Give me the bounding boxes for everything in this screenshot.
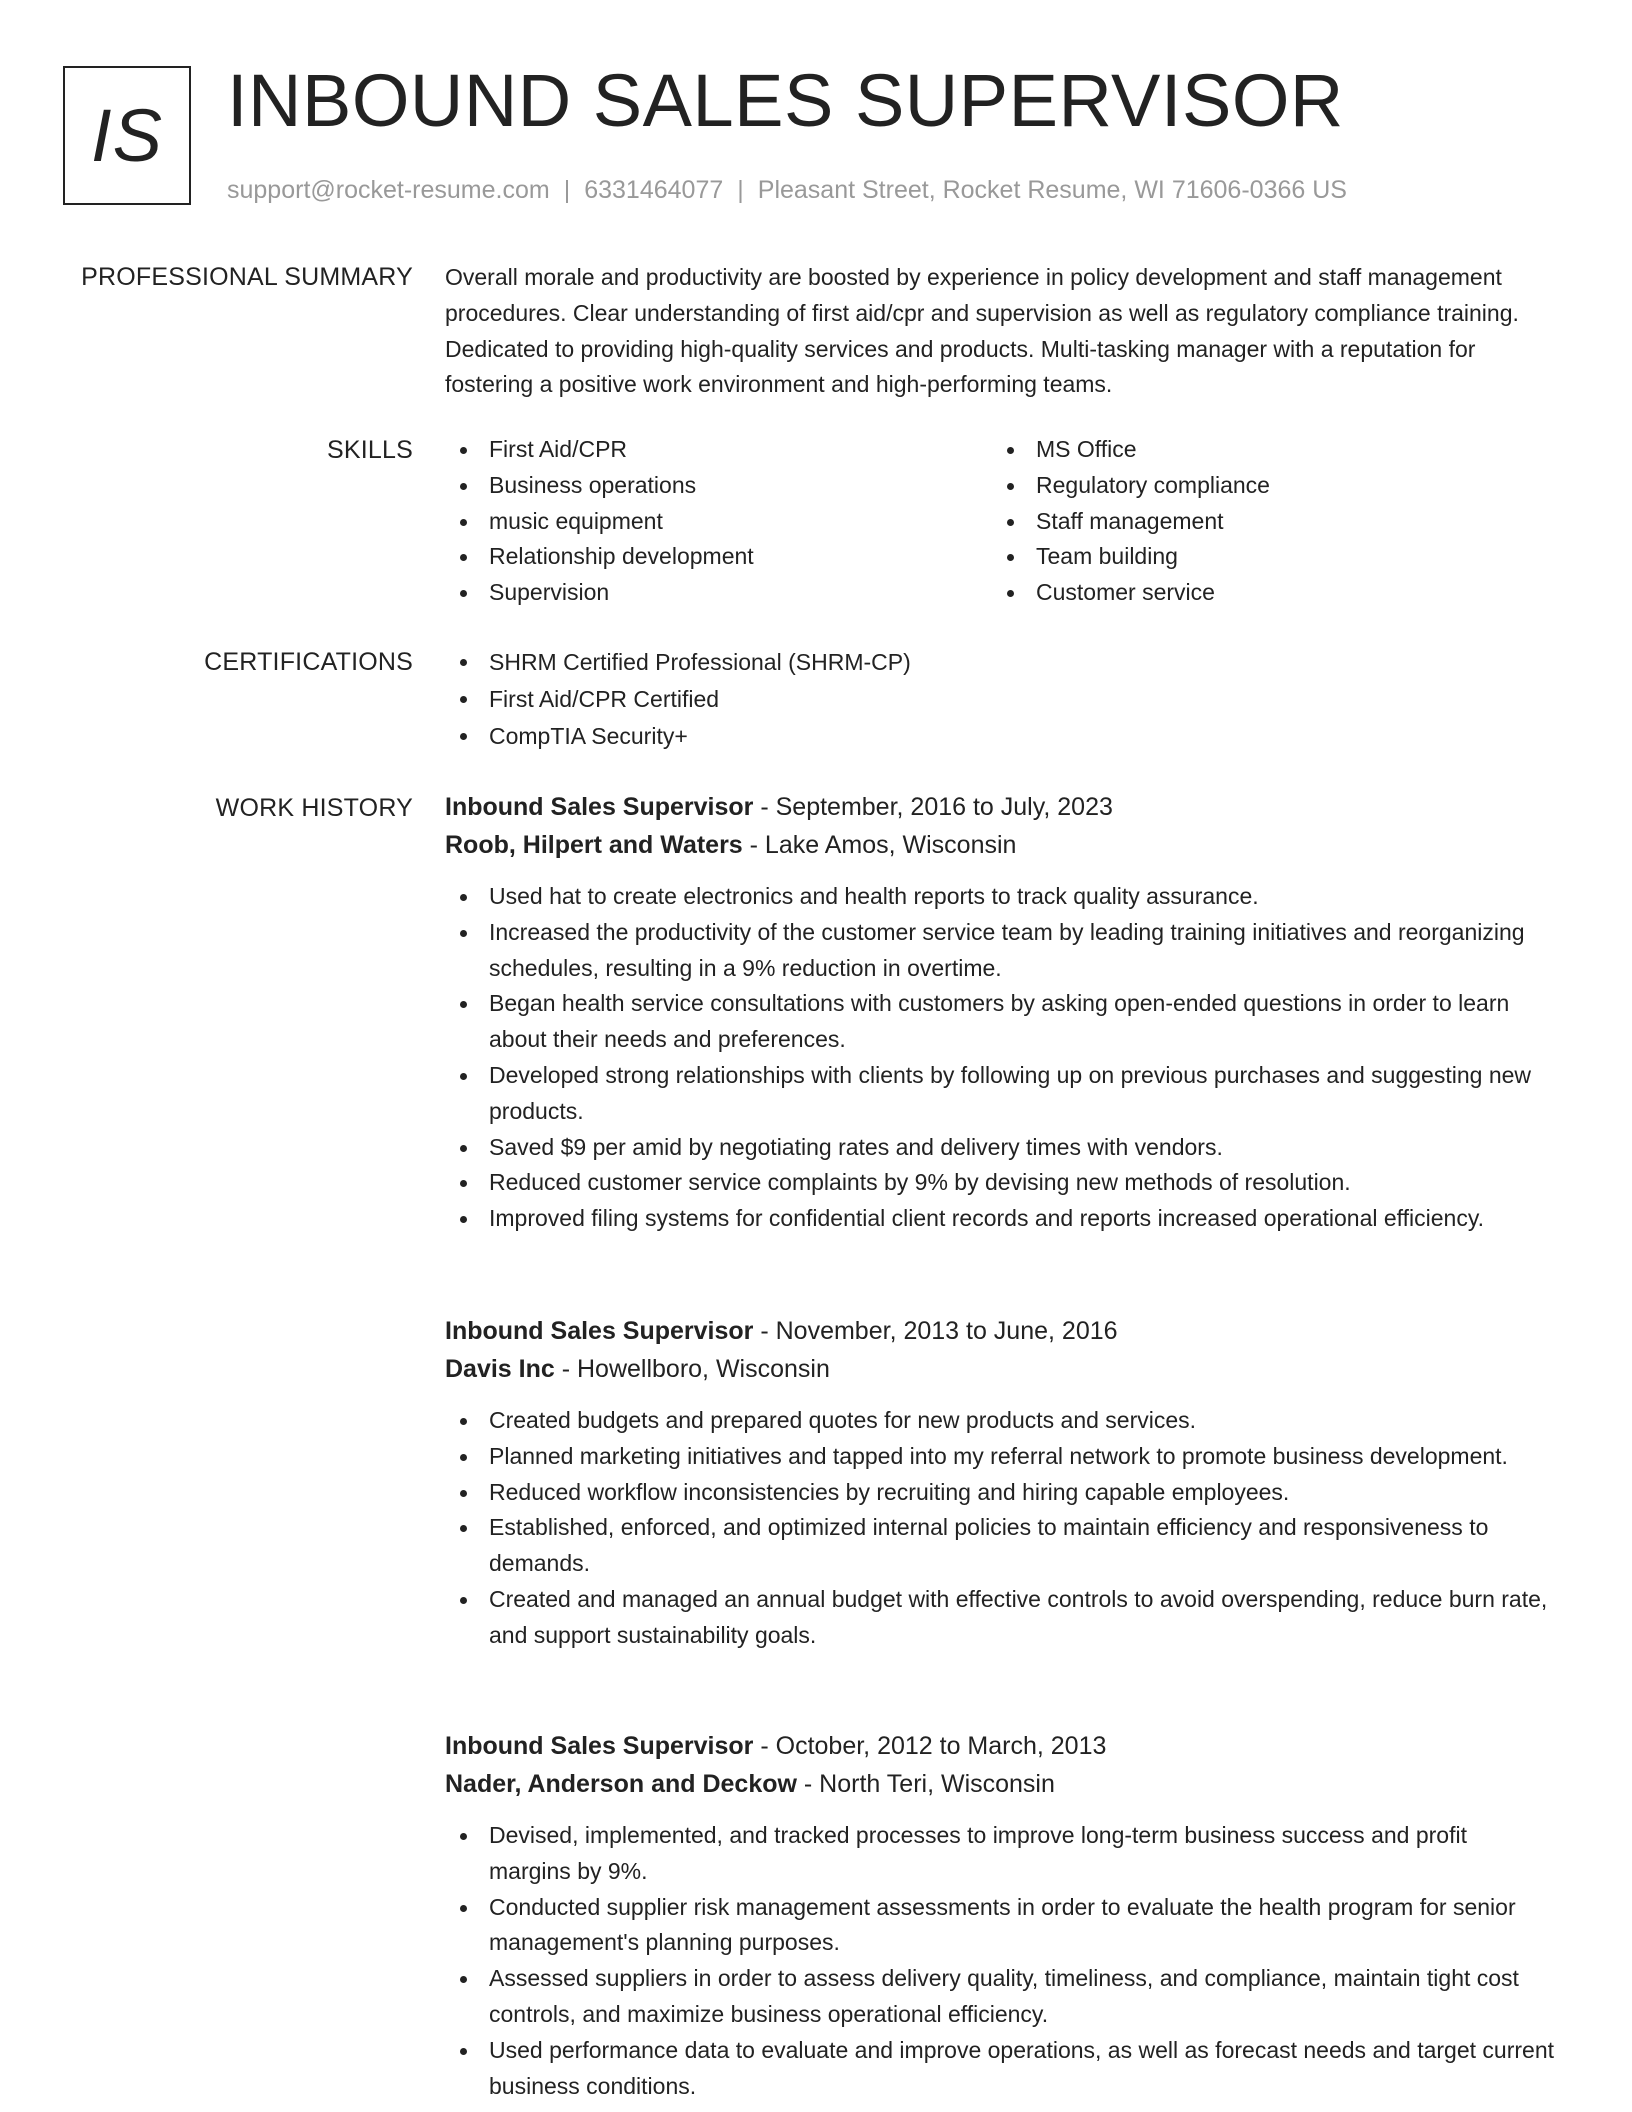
contact-email: support@rocket-resume.com [227,176,550,204]
job-bullet: Increased the productivity of the customer service team by leading training initiatives and reorganizing schedules, resulting in a 9% reduction in overtime. [445,915,1555,987]
job-bullet: Used hat to create electronics and health reports to track quality assurance. [445,879,1555,915]
job-location: - North Teri, Wisconsin [796,1770,1055,1798]
certifications-heading: CERTIFICATIONS [204,648,413,676]
skills-list-right [992,432,1539,611]
job-bullets [445,1818,1555,2104]
skill-item: Customer service [992,575,1539,611]
job-bullet: Created budgets and prepared quotes for new products and services. [445,1403,1555,1439]
summary-heading: PROFESSIONAL SUMMARY [81,263,413,291]
job-bullet: Began health service consultations with customers by asking open-ended questions in order to learn about their needs and preferences. [445,986,1555,1058]
job-title: Inbound Sales Supervisor [445,793,754,821]
job-company-line [445,1765,1555,1803]
certifications-body [445,644,1555,755]
job-bullets [445,879,1555,1237]
job-title-line [445,788,1555,826]
contact-separator: | [737,176,744,204]
skills-heading: SKILLS [327,436,413,464]
job-bullet: Developed strong relationships with clients by following up on previous purchases and suggesting new products. [445,1058,1555,1130]
contact-separator: | [563,176,571,204]
summary-body [445,260,1555,403]
contact-address: Pleasant Street, Rocket Resume, WI 71606-0366 US [757,176,1347,204]
summary-text: Overall morale and productivity are boosted by experience in policy development and staff management procedures. Clear understanding of first aid/cpr and supervision as well as regulatory compliance training. Dedicated to providing high-quality services and products. Multi-tasking manager with a reputation for fostering a positive work environment and high-performing teams. [445,264,1519,398]
job-bullet: Improved filing systems for confidential client records and reports increased operational efficiency. [445,1201,1555,1237]
job-bullet: Created and managed an annual budget with effective controls to avoid overspending, reduce burn rate, and support sustainability goals. [445,1582,1555,1654]
job-company: Davis Inc [445,1355,555,1383]
job-bullet: Saved $9 per amid by negotiating rates and delivery times with vendors. [445,1130,1555,1166]
skill-item: Staff management [992,504,1539,540]
job-title: Inbound Sales Supervisor [445,1317,754,1345]
job-bullet: Devised, implemented, and tracked processes to improve long-term business success and profit margins by 9%. [445,1818,1555,1890]
skill-item: music equipment [445,504,992,540]
job-title-line [445,1312,1555,1350]
job-bullet: Assessed suppliers in order to assess delivery quality, timeliness, and compliance, maintain tight cost controls, and maximize business operational efficiency. [445,1961,1555,2033]
skill-item: Business operations [445,468,992,504]
certification-item: CompTIA Security+ [445,718,1555,755]
job-bullet: Planned marketing initiatives and tapped into my referral network to promote business development. [445,1439,1555,1475]
job-entry [445,1312,1555,1654]
job-location: - Howellboro, Wisconsin [554,1355,830,1383]
job-company: Roob, Hilpert and Waters [445,831,743,859]
resume-title: INBOUND SALES SUPERVISOR [227,59,1344,142]
skills-list-left [445,432,992,611]
job-entry [445,1727,1555,2104]
skill-item: Team building [992,539,1539,575]
job-dates: - November, 2013 to June, 2016 [753,1317,1118,1345]
job-company-line [445,1350,1555,1388]
job-bullet: Reduced workflow inconsistencies by recruiting and hiring capable employees. [445,1475,1555,1511]
job-company-line [445,826,1555,864]
job-title: Inbound Sales Supervisor [445,1732,754,1760]
job-dates: - October, 2012 to March, 2013 [753,1732,1107,1760]
job-location: - Lake Amos, Wisconsin [742,831,1017,859]
contact-line [227,174,1347,206]
job-bullet: Reduced customer service complaints by 9% by devising new methods of resolution. [445,1165,1555,1201]
monogram-logo: IS [63,66,191,205]
work-history-heading: WORK HISTORY [215,794,413,822]
skill-item: MS Office [992,432,1539,468]
job-bullets [445,1403,1555,1654]
skills-body [445,432,1555,611]
skill-item: Supervision [445,575,992,611]
skill-item: Relationship development [445,539,992,575]
job-bullet: Established, enforced, and optimized internal policies to maintain efficiency and responsiveness to demands. [445,1510,1555,1582]
job-dates: - September, 2016 to July, 2023 [753,793,1113,821]
job-title-line [445,1727,1555,1765]
job-bullet: Used performance data to evaluate and improve operations, as well as forecast needs and target current business conditions. [445,2033,1555,2105]
job-company: Nader, Anderson and Deckow [445,1770,797,1798]
skill-item: Regulatory compliance [992,468,1539,504]
skill-item: First Aid/CPR [445,432,992,468]
contact-phone: 6331464077 [584,176,724,204]
certification-item: First Aid/CPR Certified [445,681,1555,718]
job-bullet: Conducted supplier risk management assessments in order to evaluate the health program for senior management's planning purposes. [445,1890,1555,1962]
job-entry [445,788,1555,1237]
certification-item: SHRM Certified Professional (SHRM-CP) [445,644,1555,681]
certifications-list [445,644,1555,755]
